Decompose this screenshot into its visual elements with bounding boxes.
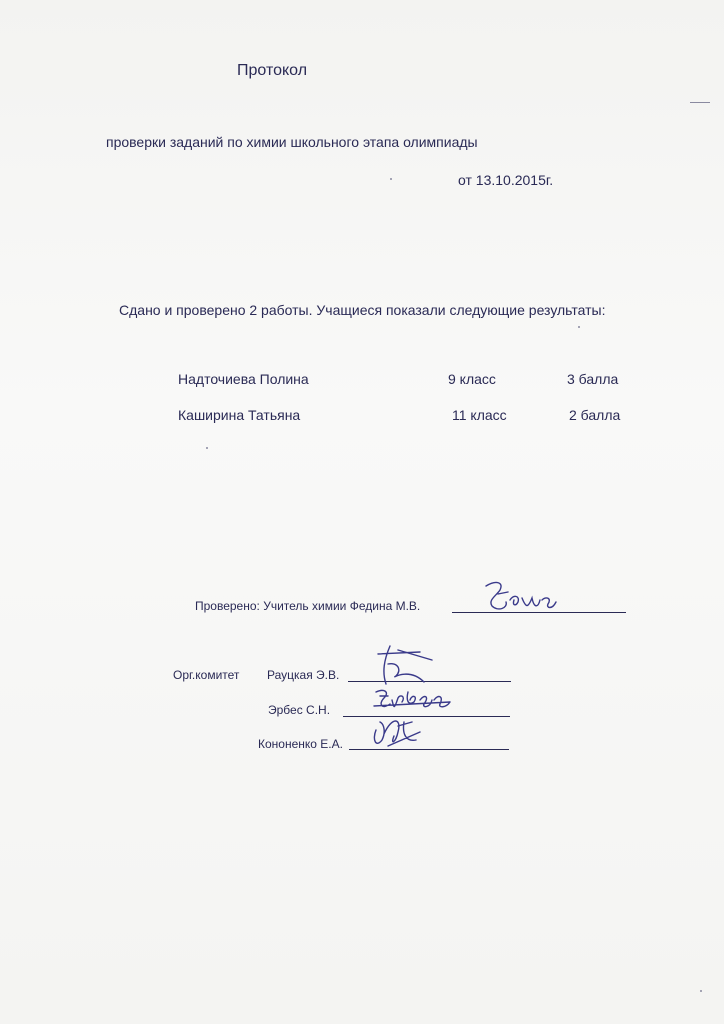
document-subtitle: проверки заданий по химии школьного этапа олимпиады bbox=[106, 134, 478, 150]
intro-text: Сдано и проверено 2 работы. Учащиеся показали следующие результаты: bbox=[119, 302, 606, 318]
scan-speck bbox=[578, 326, 580, 328]
signature-fedina bbox=[478, 578, 568, 618]
document-title: Протокол bbox=[237, 62, 308, 79]
signature-kononenko bbox=[368, 712, 428, 752]
committee-member-2: Эрбес С.Н. bbox=[268, 703, 331, 717]
student-score: 2 балла bbox=[569, 407, 621, 423]
checked-by-label: Проверено: Учитель химии Федина М.В. bbox=[195, 599, 421, 613]
signature-rauckaya bbox=[368, 640, 438, 688]
student-grade: 9 класс bbox=[448, 371, 496, 387]
student-score: 3 балла bbox=[567, 371, 619, 387]
student-name: Каширина Татьяна bbox=[178, 407, 301, 423]
committee-member-1: Рауцкая Э.В. bbox=[267, 668, 340, 682]
committee-member-3: Кононенко Е.А. bbox=[258, 737, 343, 751]
scan-speck bbox=[206, 447, 208, 449]
scan-speck bbox=[690, 102, 710, 103]
student-name: Надточиева Полина bbox=[178, 371, 309, 387]
document-date: от 13.10.2015г. bbox=[458, 172, 554, 188]
result-row bbox=[0, 407, 724, 429]
committee-label: Орг.комитет bbox=[173, 668, 240, 682]
scan-speck bbox=[390, 178, 392, 180]
result-row bbox=[0, 371, 724, 393]
student-grade: 11 класс bbox=[452, 407, 507, 423]
scan-speck bbox=[700, 990, 702, 992]
